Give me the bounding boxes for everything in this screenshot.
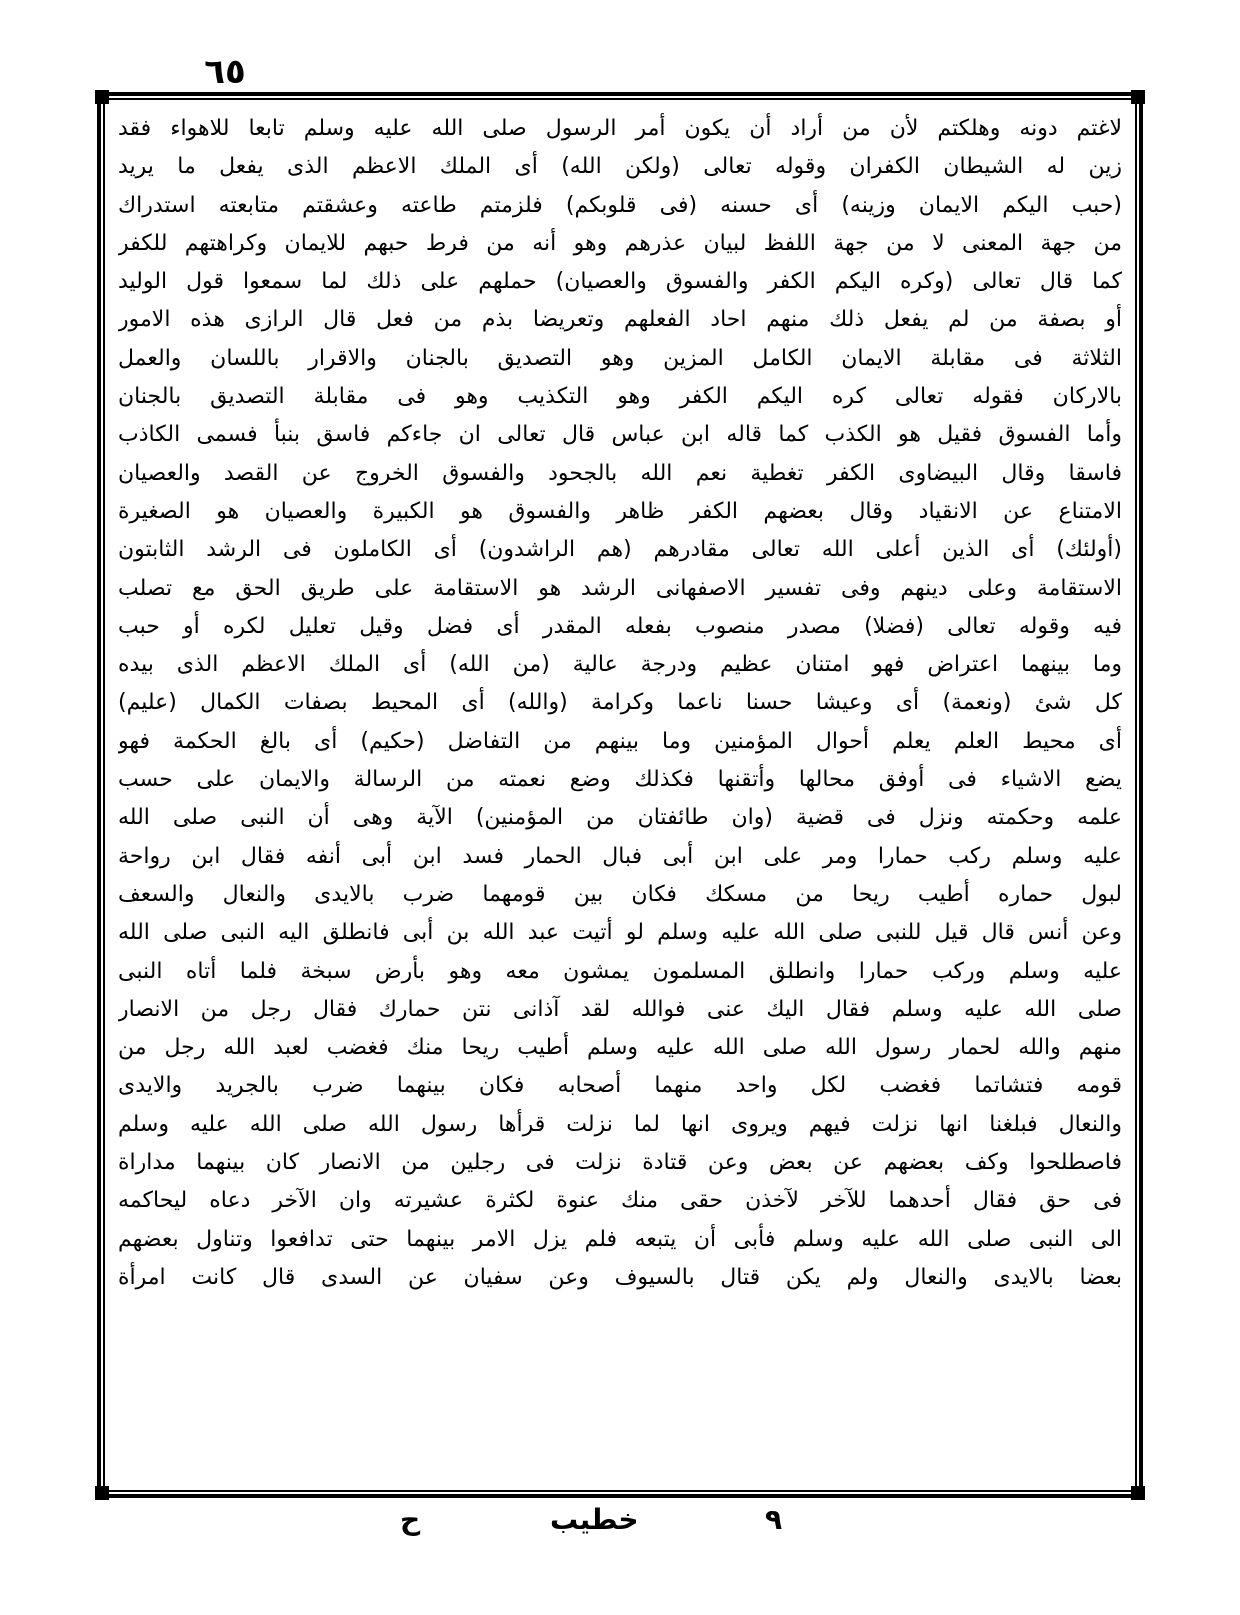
- text-line: وعن أنس قال قيل للنبى صلى الله عليه وسلم لو أتيت عبد الله بن أبى فانطلق اليه النبى صلى الله: [118, 920, 1122, 946]
- text-line: الثلاثة فى مقابلة الايمان الكامل المزين وهو التصديق بالجنان والاقرار باللسان والعمل: [118, 345, 1122, 371]
- text-line: من جهة المعنى لا من جهة اللفظ لبيان عذرهم وهو أنه من فرط حبهم للايمان وكراهتهم للكفر: [118, 230, 1122, 256]
- text-line: وما بينهما اعتراض فهو امتنان عظيم ودرجة عالية (من الله) أى الملك الاعظم الذى بيده: [118, 652, 1122, 678]
- frame-corner-top-left: [95, 90, 109, 104]
- text-line: الاستقامة وعلى دينهم وفى تفسير الاصفهانى الرشد هو الاستقامة على طريق الحق مع تصلب: [118, 575, 1122, 601]
- page-footer: [0, 1500, 1240, 1540]
- text-line: زين له الشيطان الكفران وقوله تعالى (ولكن الله) أى الملك الاعظم الذى يفعل ما يريد: [118, 154, 1122, 180]
- text-line: فى حق فقال أحدهما للآخر لآخذن حقى منك عنوة لكثرة عشيرته وان الآخر دعاه ليحاكمه: [118, 1188, 1122, 1214]
- text-line: الى النبى صلى الله عليه وسلم فأبى أن يتبعه فلم يزل الامر بينهما حتى تدافعوا وتناول بعضهم: [118, 1226, 1122, 1252]
- text-line: بالاركان فقوله تعالى كره اليكم الكفر وهو التكذيب وهو فى مقابلة التصديق بالجنان: [118, 384, 1122, 410]
- text-line: علمه وحكمته ونزل فى قضية (وان طائفتان من المؤمنين) الآية وهى أن النبى صلى الله: [118, 805, 1122, 831]
- text-line: الامتناع عن الانقياد وقال بعضهم الكفر ظاهر والفسوق هو الكبيرة والعصيان هو الصغيرة: [118, 498, 1122, 524]
- frame-corner-bottom-right: [1131, 1486, 1145, 1500]
- text-line: لبول حماره أطيب ريحا من مسكك فكان بين قومهما ضرب بالايدى والنعال والسعف: [118, 881, 1122, 907]
- text-line: منهم والله لحمار رسول الله صلى الله عليه وسلم أطيب ريحا منك فغضب لعبد الله رجل من: [118, 1035, 1122, 1061]
- frame-corner-top-right: [1131, 90, 1145, 104]
- text-line: والنعال فبلغنا انها نزلت فيهم ويروى انها لما نزلت قرأها رسول الله صلى الله عليه وسلم: [118, 1111, 1122, 1137]
- text-line: فيه وقوله تعالى (فضلا) مصدر منصوب بفعله المقدر أى فضل وقيل تعليل لكره أو حبب: [118, 613, 1122, 639]
- page-number: ٦٥: [204, 52, 246, 92]
- text-line: أى محيط العلم يعلم أحوال المؤمنين وما بينهم من التفاضل (حكيم) أى بالغ الحكمة فهو: [118, 728, 1122, 754]
- frame-corner-bottom-left: [95, 1486, 109, 1500]
- text-line: بعضا بالايدى والنعال ولم يكن قتال بالسيوف وعن سفيان عن السدى قال كانت امرأة: [118, 1264, 1122, 1290]
- text-line: عليه وسلم وركب حمارا وانطلق المسلمون يمشون معه وهو بأرض سبخة فلما أتاه النبى: [118, 958, 1122, 984]
- text-line: كما قال تعالى (وكره اليكم الكفر والفسوق والعصيان) حملهم على ذلك لما سمعوا قول الوليد: [118, 269, 1122, 295]
- text-line: عليه وسلم ركب حمارا ومر على ابن أبى فبال الحمار فسد ابن أبى أنفه فقال ابن رواحة: [118, 843, 1122, 869]
- text-line: كل شئ (ونعمة) أى وعيشا حسنا ناعما وكرامة (والله) أى المحيط بصفات الكمال (عليم): [118, 690, 1122, 716]
- footer-signature-letter: ح: [400, 1503, 421, 1536]
- text-line: فاصطلحوا وكف بعضهم عن بعض وعن قتادة نزلت فى رجلين من الانصار كان بينهما مداراة: [118, 1150, 1122, 1176]
- footer-signature-word: خطيب: [550, 1503, 639, 1536]
- text-line: أو بصفة من لم يفعل ذلك منهم احاد الفعلهم وتعريضا بذم من فعل قال الرازى هذه الامور: [118, 307, 1122, 333]
- text-line: قومه فتشاتما فغضب لكل واحد منهما أصحابه فكان بينهما ضرب بالجريد والايدى: [118, 1073, 1122, 1099]
- text-line: لاغتم دونه وهلكتم لأن من أراد أن يكون أمر الرسول صلى الله عليه وسلم تابعا للاهواء فقد: [118, 116, 1122, 141]
- body-text: [118, 110, 1122, 1480]
- footer-signature-number: ٩: [765, 1503, 783, 1536]
- text-line: صلى الله عليه وسلم فقال اليك عنى فوالله لقد آذانى نتن حمارك فقال رجل من الانصار: [118, 996, 1122, 1022]
- text-line: (حبب اليكم الايمان وزينه) أى حسنه (فى قلوبكم) فلزمتم طاعته وعشقتم متابعته استدراك: [118, 192, 1122, 218]
- text-line: وأما الفسوق فقيل هو الكذب كما قاله ابن عباس قال تعالى ان جاءكم فاسق بنبأ فسمى الكاذب: [118, 422, 1122, 448]
- text-line: فاسقا وقال البيضاوى الكفر تغطية نعم الله بالجحود والفسوق الخروج عن القصد والعصيان: [118, 460, 1122, 486]
- text-line: يضع الاشياء فى أوفق محالها وأتقنها فكذلك وضع نعمته من الرسالة والايمان على حسب: [118, 767, 1122, 793]
- text-line: (أولئك) أى الذين أعلى الله تعالى مقادرهم (هم الراشدون) أى الكاملون فى الرشد الثابتون: [118, 537, 1122, 563]
